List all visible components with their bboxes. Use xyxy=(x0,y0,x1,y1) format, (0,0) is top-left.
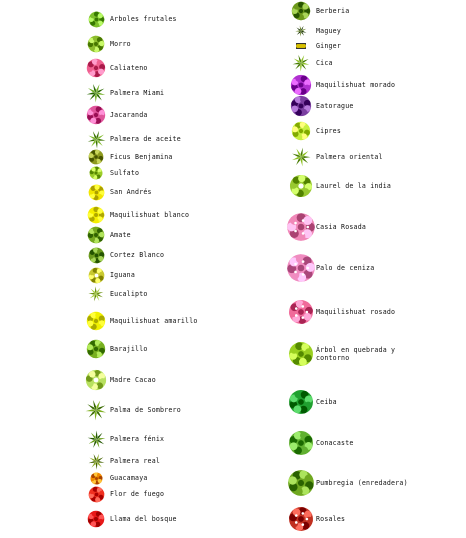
legend-label: Guacamaya xyxy=(110,474,148,482)
rosales-shrub-icon xyxy=(288,506,314,532)
legend-label: Palmera fénix xyxy=(110,435,165,443)
legend-label: Palmera de aceite xyxy=(110,135,181,143)
legend-label: Barajillo xyxy=(110,345,148,353)
legend-label: Ginger xyxy=(316,42,342,50)
legend-label: Iguana xyxy=(110,271,136,279)
legend-label: Ficus Benjamina xyxy=(110,153,173,161)
maguey-plant-icon xyxy=(295,25,307,37)
palmera-real-icon xyxy=(88,453,105,470)
legend-label: Palo de ceniza xyxy=(316,264,375,272)
cica-plant-icon xyxy=(292,54,310,72)
legend-label: San Andrés xyxy=(110,188,152,196)
legend-label: Ceiba xyxy=(316,398,337,406)
legend-label: Palmera real xyxy=(110,457,161,465)
legend-label: Llama del bosque xyxy=(110,515,177,523)
barajillo-tree-icon xyxy=(86,339,106,359)
conacaste-tree-icon xyxy=(288,430,314,456)
palm-miami-icon xyxy=(86,83,106,103)
legend-label: Maquilishuat morado xyxy=(316,81,396,89)
legend-label: Jacaranda xyxy=(110,111,148,119)
palmera-oriental-icon xyxy=(291,147,311,167)
llama-del-bosque-icon xyxy=(87,510,105,528)
legend-label: Morro xyxy=(110,40,131,48)
palo-de-ceniza-icon xyxy=(286,253,316,283)
oil-palm-icon xyxy=(87,130,106,149)
laurel-india-icon xyxy=(289,174,313,198)
legend-label: Maquilishuat blanco xyxy=(110,211,190,219)
palma-sombrero-icon xyxy=(85,399,107,421)
amate-tree-icon xyxy=(87,226,105,244)
casia-rosada-icon xyxy=(286,212,316,242)
legend-label: Laurel de la india xyxy=(316,182,392,190)
cortez-blanco-icon xyxy=(88,247,105,264)
palmera-fenix-icon xyxy=(87,430,106,449)
legend-label: Arboles frutales xyxy=(110,15,177,23)
ginger-plant-icon xyxy=(295,40,307,52)
legend-label: Eucalipto xyxy=(110,290,148,298)
legend-label: Maquilishuat rosado xyxy=(316,308,396,316)
legend-label: Palmera oriental xyxy=(316,153,383,161)
iguana-tree-icon xyxy=(88,267,105,284)
legend-label: Eatorague xyxy=(316,102,354,110)
legend-label: Rosales xyxy=(316,515,346,523)
legend-label: Sulfato xyxy=(110,169,140,177)
legend-label: Árbol en quebrada y contorno xyxy=(316,346,396,362)
legend-label: Conacaste xyxy=(316,439,354,447)
legend-label: Pumbregia (enredadera) xyxy=(316,479,408,487)
madre-cacao-icon xyxy=(85,369,107,391)
cipres-tree-icon xyxy=(291,121,311,141)
sulfato-shrub-icon xyxy=(89,166,103,180)
legend-label: Cipres xyxy=(316,127,342,135)
legend-label: Cortez Blanco xyxy=(110,251,165,259)
guacamaya-shrub-icon xyxy=(90,472,103,485)
maquilishuat-rosado-icon xyxy=(288,299,314,325)
maquilishuat-blanco-icon xyxy=(87,206,105,224)
legend-label: Madre Cacao xyxy=(110,376,156,384)
flor-de-fuego-icon xyxy=(88,486,105,503)
ceiba-tree-icon xyxy=(288,389,314,415)
legend-label: Amate xyxy=(110,231,131,239)
pumbregia-vine-icon xyxy=(287,469,315,497)
legend-label: Berberia xyxy=(316,7,350,15)
berberia-shrub-icon xyxy=(291,1,311,21)
jacaranda-tree-icon xyxy=(86,105,106,125)
fruit-tree-icon xyxy=(88,11,105,28)
eatorague-tree-icon xyxy=(290,95,312,117)
arbol-quebrada-icon xyxy=(288,341,314,367)
legend-label: Palmera Miami xyxy=(110,89,165,97)
legend-label: Flor de fuego xyxy=(110,490,165,498)
san-andres-tree-icon xyxy=(88,184,105,201)
morro-tree-icon xyxy=(87,35,105,53)
ficus-tree-icon xyxy=(88,149,104,165)
legend-label: Palma de Sombrero xyxy=(110,406,181,414)
maquilishuat-amarillo-icon xyxy=(86,311,106,331)
eucalipto-tree-icon xyxy=(88,286,104,302)
maquilishuat-morado-icon xyxy=(290,74,312,96)
legend-label: Caliateno xyxy=(110,64,148,72)
legend-label: Maquilishuat amarillo xyxy=(110,317,198,325)
legend-label: Cica xyxy=(316,59,333,67)
legend-label: Maguey xyxy=(316,27,342,35)
caliateno-tree-icon xyxy=(86,58,106,78)
legend-label: Casia Rosada xyxy=(316,223,367,231)
